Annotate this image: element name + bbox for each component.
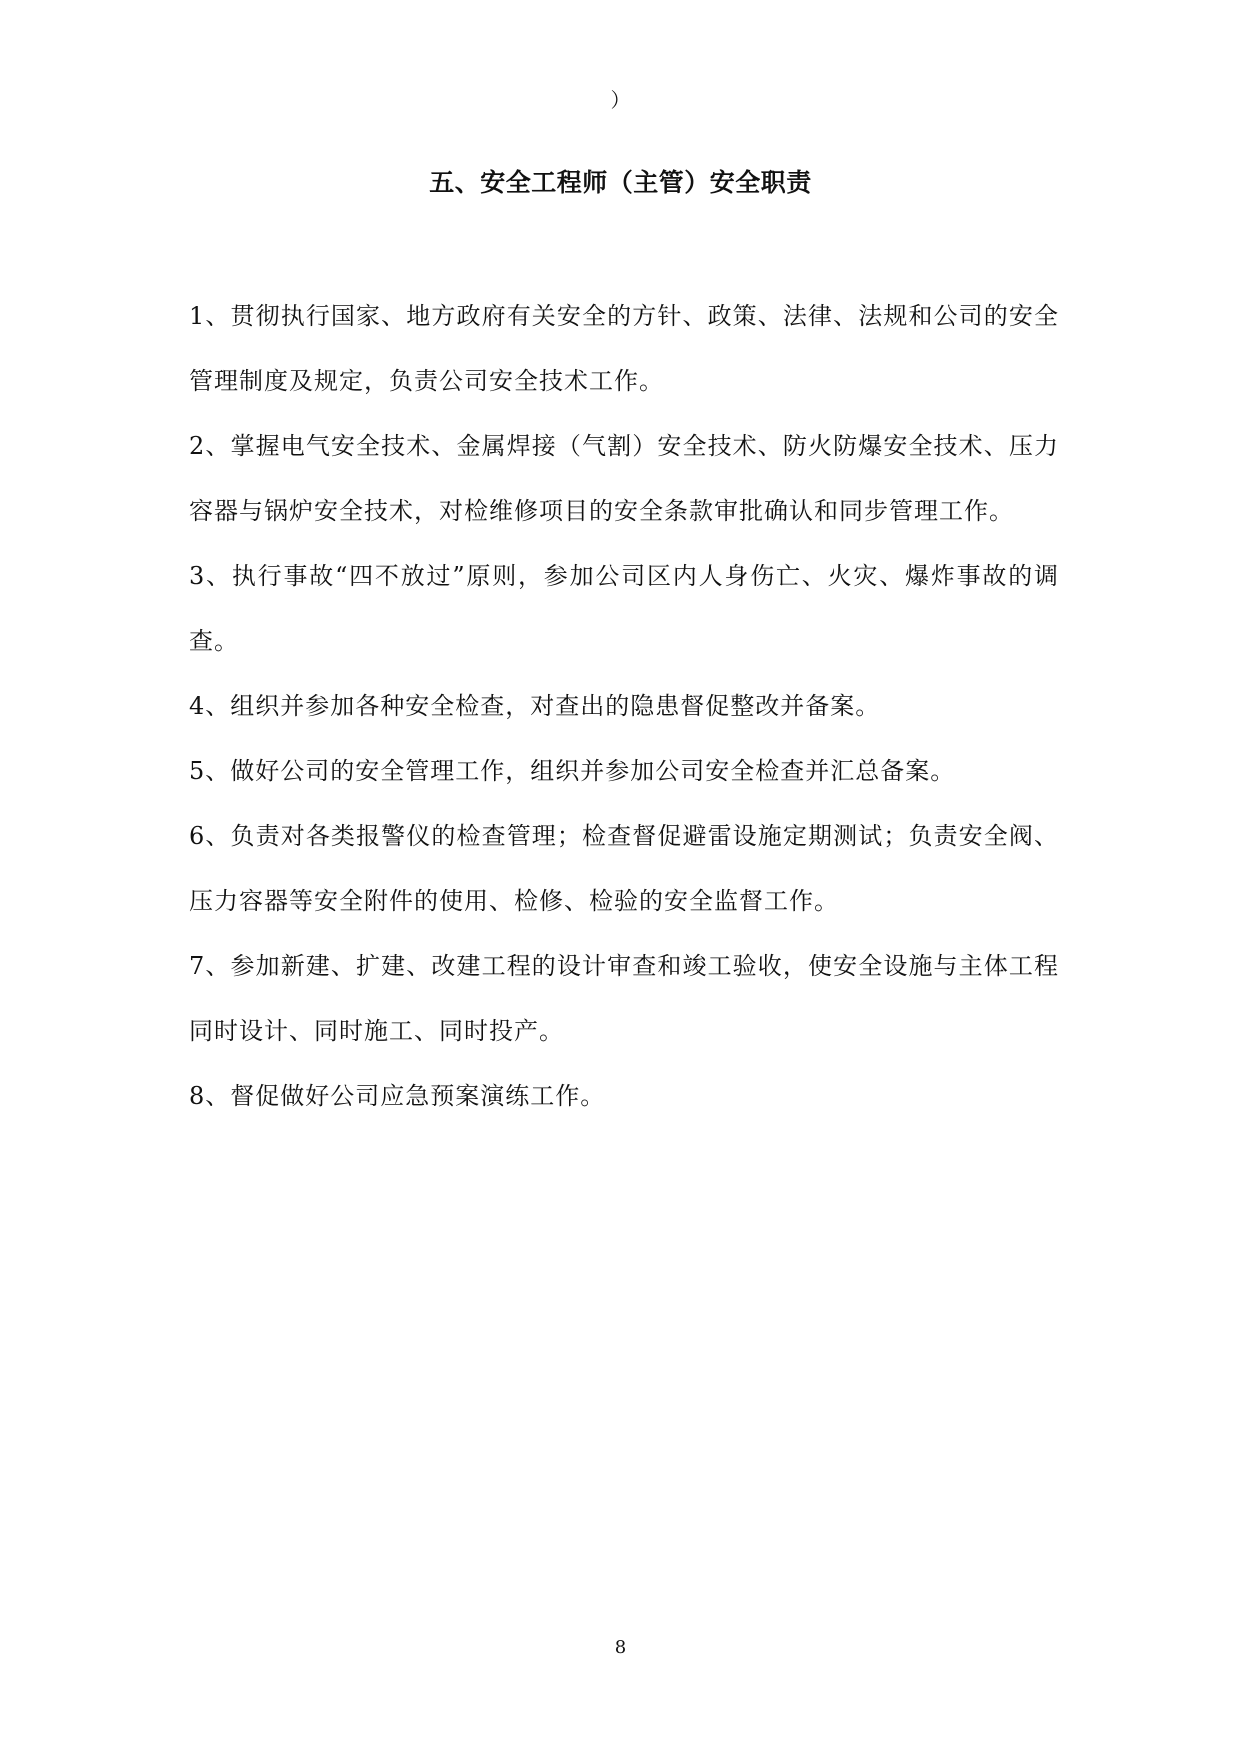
duty-list [189,284,1059,1129]
duty-item-5: 5、做好公司的安全管理工作，组织并参加公司安全检查并汇总备案。 [189,757,956,785]
top-mark: ） [610,88,631,112]
section-title: 五、安全工程师（主管）安全职责 [429,168,812,197]
duty-item-2: 2、掌握电气安全技术、金属焊接（气割）安全技术、防火防爆安全技术、压力容器与锅炉安全技术，对检维修项目的安全条款审批确认和同步管理工作。 [189,432,1059,525]
duty-item-4: 4、组织并参加各种安全检查，对查出的隐患督促整改并备案。 [189,692,881,720]
duty-item-3: 3、执行事故“四不放过”原则，参加公司区内人身伤亡、火灾、爆炸事故的调查。 [189,562,1059,655]
page-number: 8 [614,1637,627,1658]
duty-item-7: 7、参加新建、扩建、改建工程的设计审查和竣工验收，使安全设施与主体工程同时设计、同时施工、同时投产。 [189,952,1059,1045]
duty-item-8: 8、督促做好公司应急预案演练工作。 [189,1082,606,1110]
duty-item-1: 1、贯彻执行国家、地方政府有关安全的方针、政策、法律、法规和公司的安全管理制度及规定，负责公司安全技术工作。 [189,302,1059,395]
duty-item-6: 6、负责对各类报警仪的检查管理；检查督促避雷设施定期测试；负责安全阀、压力容器等安全附件的使用、检修、检验的安全监督工作。 [189,822,1059,915]
